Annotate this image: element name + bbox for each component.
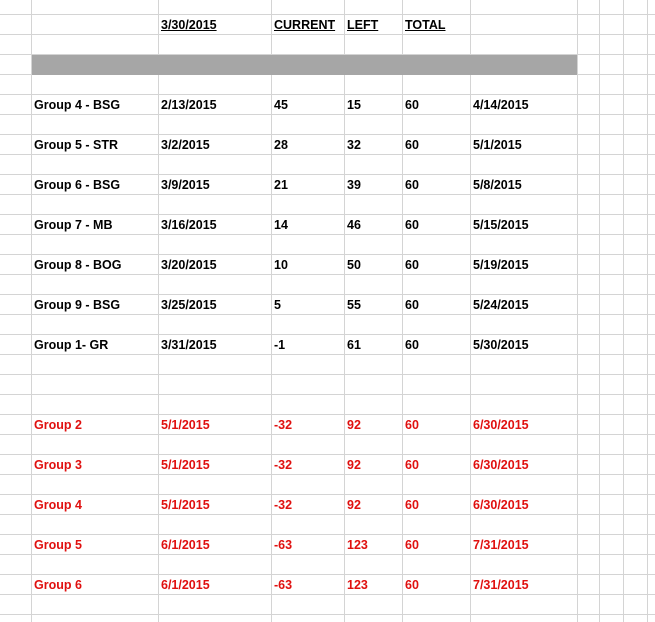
start-date-cell[interactable]: 5/1/2015 xyxy=(161,458,210,472)
group-cell[interactable]: Group 4 xyxy=(34,498,82,512)
row-gridline xyxy=(0,614,655,615)
left-cell[interactable]: 32 xyxy=(347,138,361,152)
header-total-cell[interactable]: TOTAL xyxy=(405,18,446,32)
start-date-cell[interactable]: 3/9/2015 xyxy=(161,178,210,192)
group-cell[interactable]: Group 4 - BSG xyxy=(34,98,121,112)
header-band[interactable] xyxy=(32,55,577,75)
total-cell[interactable]: 60 xyxy=(405,578,419,592)
end-date-cell[interactable]: 5/8/2015 xyxy=(473,178,522,192)
group-cell[interactable]: Group 6 - BSG xyxy=(34,178,121,192)
header-left-cell[interactable]: LEFT xyxy=(347,18,379,32)
row-gridline xyxy=(0,434,655,435)
end-date-cell[interactable]: 7/31/2015 xyxy=(473,538,529,552)
row-gridline xyxy=(0,594,655,595)
total-cell[interactable]: 60 xyxy=(405,98,419,112)
current-cell[interactable]: 14 xyxy=(274,218,288,232)
group-cell[interactable]: Group 7 - MB xyxy=(34,218,113,232)
row-gridline xyxy=(0,414,655,415)
end-date-cell[interactable]: 5/24/2015 xyxy=(473,298,529,312)
left-cell[interactable]: 46 xyxy=(347,218,361,232)
end-date-cell[interactable]: 6/30/2015 xyxy=(473,458,529,472)
left-cell[interactable]: 92 xyxy=(347,498,361,512)
start-date-cell[interactable]: 5/1/2015 xyxy=(161,498,210,512)
end-date-cell[interactable]: 7/31/2015 xyxy=(473,578,529,592)
current-cell[interactable]: -32 xyxy=(274,458,293,472)
start-date-cell[interactable]: 2/13/2015 xyxy=(161,98,217,112)
end-date-cell[interactable]: 5/19/2015 xyxy=(473,258,529,272)
start-date-cell[interactable]: 6/1/2015 xyxy=(161,578,210,592)
group-cell[interactable]: Group 3 xyxy=(34,458,82,472)
start-date-cell[interactable]: 3/20/2015 xyxy=(161,258,217,272)
group-cell[interactable]: Group 8 - BOG xyxy=(34,258,122,272)
current-cell[interactable]: 28 xyxy=(274,138,288,152)
left-cell[interactable]: 123 xyxy=(347,538,368,552)
row-gridline xyxy=(0,554,655,555)
end-date-cell[interactable]: 4/14/2015 xyxy=(473,98,529,112)
row-gridline xyxy=(0,394,655,395)
end-date-cell[interactable]: 5/15/2015 xyxy=(473,218,529,232)
total-cell[interactable]: 60 xyxy=(405,218,419,232)
total-cell[interactable]: 60 xyxy=(405,418,419,432)
current-cell[interactable]: 5 xyxy=(274,298,281,312)
left-cell[interactable]: 15 xyxy=(347,98,361,112)
left-cell[interactable]: 39 xyxy=(347,178,361,192)
current-cell[interactable]: -32 xyxy=(274,498,293,512)
row-gridline xyxy=(0,514,655,515)
left-cell[interactable]: 55 xyxy=(347,298,361,312)
total-cell[interactable]: 60 xyxy=(405,498,419,512)
left-cell[interactable]: 92 xyxy=(347,458,361,472)
start-date-cell[interactable]: 5/1/2015 xyxy=(161,418,210,432)
start-date-cell[interactable]: 6/1/2015 xyxy=(161,538,210,552)
header-current-cell[interactable]: CURRENT xyxy=(274,18,336,32)
current-cell[interactable]: 10 xyxy=(274,258,288,272)
current-cell[interactable]: -63 xyxy=(274,538,293,552)
current-cell[interactable]: -32 xyxy=(274,418,293,432)
start-date-cell[interactable]: 3/16/2015 xyxy=(161,218,217,232)
total-cell[interactable]: 60 xyxy=(405,138,419,152)
row-gridline xyxy=(0,574,655,575)
start-date-cell[interactable]: 3/31/2015 xyxy=(161,338,217,352)
current-cell[interactable]: 45 xyxy=(274,98,288,112)
header-date-cell[interactable]: 3/30/2015 xyxy=(161,18,217,32)
group-cell[interactable]: Group 9 - BSG xyxy=(34,298,121,312)
left-cell[interactable]: 92 xyxy=(347,418,361,432)
row-gridline xyxy=(0,534,655,535)
left-cell[interactable]: 61 xyxy=(347,338,361,352)
row-gridline xyxy=(0,374,655,375)
group-cell[interactable]: Group 1- GR xyxy=(34,338,109,352)
total-cell[interactable]: 60 xyxy=(405,178,419,192)
current-cell[interactable]: 21 xyxy=(274,178,288,192)
total-cell[interactable]: 60 xyxy=(405,458,419,472)
group-cell[interactable]: Group 2 xyxy=(34,418,82,432)
group-cell[interactable]: Group 6 xyxy=(34,578,82,592)
end-date-cell[interactable]: 5/1/2015 xyxy=(473,138,522,152)
total-cell[interactable]: 60 xyxy=(405,338,419,352)
group-cell[interactable]: Group 5 xyxy=(34,538,82,552)
end-date-cell[interactable]: 6/30/2015 xyxy=(473,498,529,512)
total-cell[interactable]: 60 xyxy=(405,538,419,552)
left-cell[interactable]: 50 xyxy=(347,258,361,272)
row-gridline xyxy=(0,474,655,475)
end-date-cell[interactable]: 5/30/2015 xyxy=(473,338,529,352)
current-cell[interactable]: -1 xyxy=(274,338,286,352)
row-gridline xyxy=(0,494,655,495)
row-gridline xyxy=(0,454,655,455)
group-cell[interactable]: Group 5 - STR xyxy=(34,138,119,152)
start-date-cell[interactable]: 3/25/2015 xyxy=(161,298,217,312)
total-cell[interactable]: 60 xyxy=(405,298,419,312)
current-cell[interactable]: -63 xyxy=(274,578,293,592)
left-cell[interactable]: 123 xyxy=(347,578,368,592)
end-date-cell[interactable]: 6/30/2015 xyxy=(473,418,529,432)
start-date-cell[interactable]: 3/2/2015 xyxy=(161,138,210,152)
total-cell[interactable]: 60 xyxy=(405,258,419,272)
